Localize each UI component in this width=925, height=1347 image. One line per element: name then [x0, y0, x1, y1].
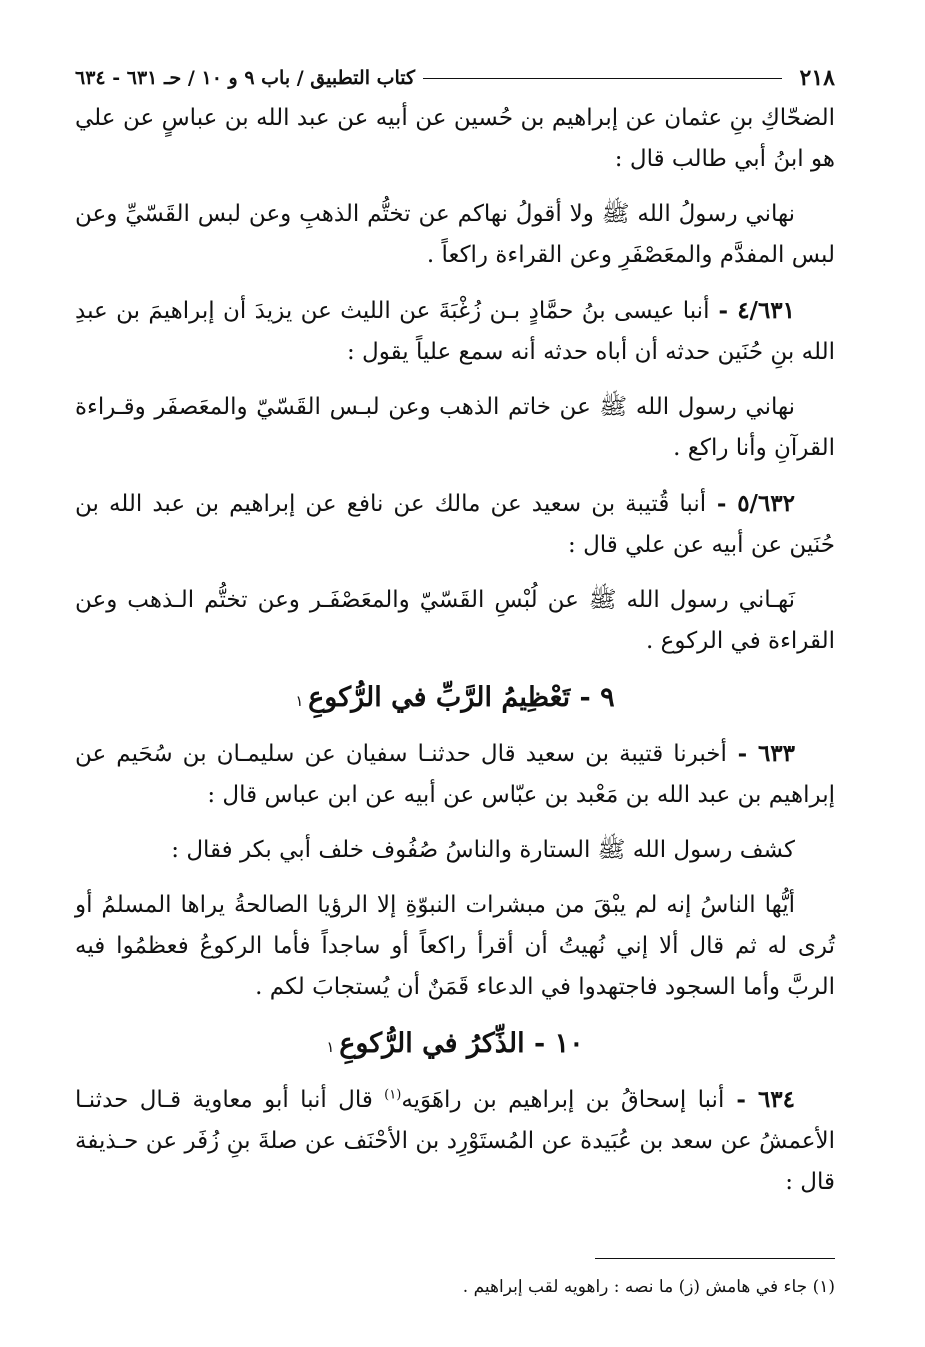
hadith-paragraph [75, 290, 835, 373]
paragraph-text: الضحّاكِ بنِ عثمان عن إبراهيم بن حُسين عن أبيه عن عبد الله بن عباسٍ عن علي هو ابنُ أبي طالب قال : [75, 105, 835, 172]
text-paragraph [75, 194, 835, 276]
header-rule [423, 78, 781, 79]
paragraph-text: نَهـاني رسول الله ﷺ عن لُبْسِ القَسّيّ والمعَصْفَـر وعن تختُّم الـذهب وعن القراءة في الركوع . [75, 587, 835, 654]
paragraph-text: أيُّها الناسُ إنه لم يبْقَ من مبشرات النبوّةِ إلا الرؤيا الصالحةُ يراها المسلمُ أو تُرى له ثم قال ألا إني نُهيتُ أن أقرأ راكعاً أو ساجداً فأما الركوعُ فعظمُوا فيه الربَّ وأما السجود فاجتهدوا في الدعاء قَمَنٌ أن يُستجابَ لكم . [75, 892, 835, 1000]
hadith-number: ٤/٦٣١ - [709, 297, 796, 324]
paragraph-text: كشف رسول الله ﷺ الستارة والناسُ صُفُوف خلف أبي بكر فقال : [171, 837, 795, 863]
section-heading [75, 676, 835, 723]
hadith-number: ٦٣٤ - [724, 1086, 795, 1113]
heading-footnote-ref: ١ [326, 1038, 340, 1056]
paragraph-text: أنبا قُتيبة بن سعيد عن مالك عن نافع عن إبراهيم بن عبد الله بن حُنَين عن أبيه عن علي قال : [75, 491, 835, 558]
page-number: ٢١٨ [799, 65, 835, 91]
footnote-separator [595, 1258, 835, 1259]
paragraph-text: نهاني رسول الله ﷺ عن خاتم الذهب وعن لبـس القَسّيّ والمعَصفَر وقـراءة القرآنِ وأنا راكع . [75, 394, 835, 461]
paragraph-text: أخبرنا قتيبة بن سعيد قال حدثنـا سفيان عن سليمـان بن سُحَيم عن إبراهيم بن عبد الله بن مَعْبد بن عبّاس عن أبيه عن ابن عباس قال : [75, 741, 835, 808]
running-header [75, 58, 835, 98]
section-heading-text: ٩ - تَعْظِيمُ الرَّبِّ في الرُّكوعِ [308, 682, 615, 713]
text-paragraph [75, 885, 835, 1008]
text-paragraph [75, 387, 835, 469]
footnote: (١) جاء في هامش (ز) ما نصه : راهويه لقب إبراهيم . [462, 1277, 835, 1297]
section-heading-text: ١٠ - الذِّكرُ في الرُّكوعِ [339, 1028, 584, 1059]
paragraph-text: أنبا إسحاقُ بن إبراهيم بن راهَوَيه [401, 1087, 725, 1113]
hadith-paragraph [75, 1079, 835, 1203]
hadith-number: ٦٣٣ - [726, 740, 796, 767]
section-heading [75, 1022, 835, 1069]
hadith-paragraph [75, 733, 835, 816]
hadith-paragraph [75, 483, 835, 566]
heading-footnote-ref: ١ [295, 692, 309, 710]
footnote-marker: (١) [384, 1087, 402, 1103]
page-body [75, 98, 835, 1203]
paragraph-text: قال أنبا أبو معاوية قـال حدثنـا الأعمشُ عن سعد بن عُبَيدة عن المُستَوْرِد بن الأحْنَف عن صلةَ بنِ زُفَر عن حـذيفة قال : [75, 1087, 835, 1195]
text-paragraph [75, 580, 835, 662]
paragraph-text: نهاني رسولُ الله ﷺ ولا أقولُ نهاكم عن تختُّم الذهبِ وعن لبس القَسّيِّ وعن لبس المفدَّم والمعَصْفَرِ وعن القراءة راكعاً . [75, 201, 835, 268]
running-title: كتاب التطبيق / باب ٩ و ١٠ / حـ ٦٣١ - ٦٣٤ [75, 67, 416, 89]
hadith-number: ٥/٦٣٢ - [706, 490, 796, 517]
text-paragraph [75, 830, 835, 871]
text-paragraph [75, 98, 835, 180]
paragraph-text: أنبا عيسى بنُ حمَّادٍ بـن زُغْبَةَ عن الليث عن يزيدَ أن إبراهيمَ بن عبدِ الله بنِ حُنَين حدثه أن أباه حدثه أنه سمع علياً يقول : [75, 298, 835, 365]
